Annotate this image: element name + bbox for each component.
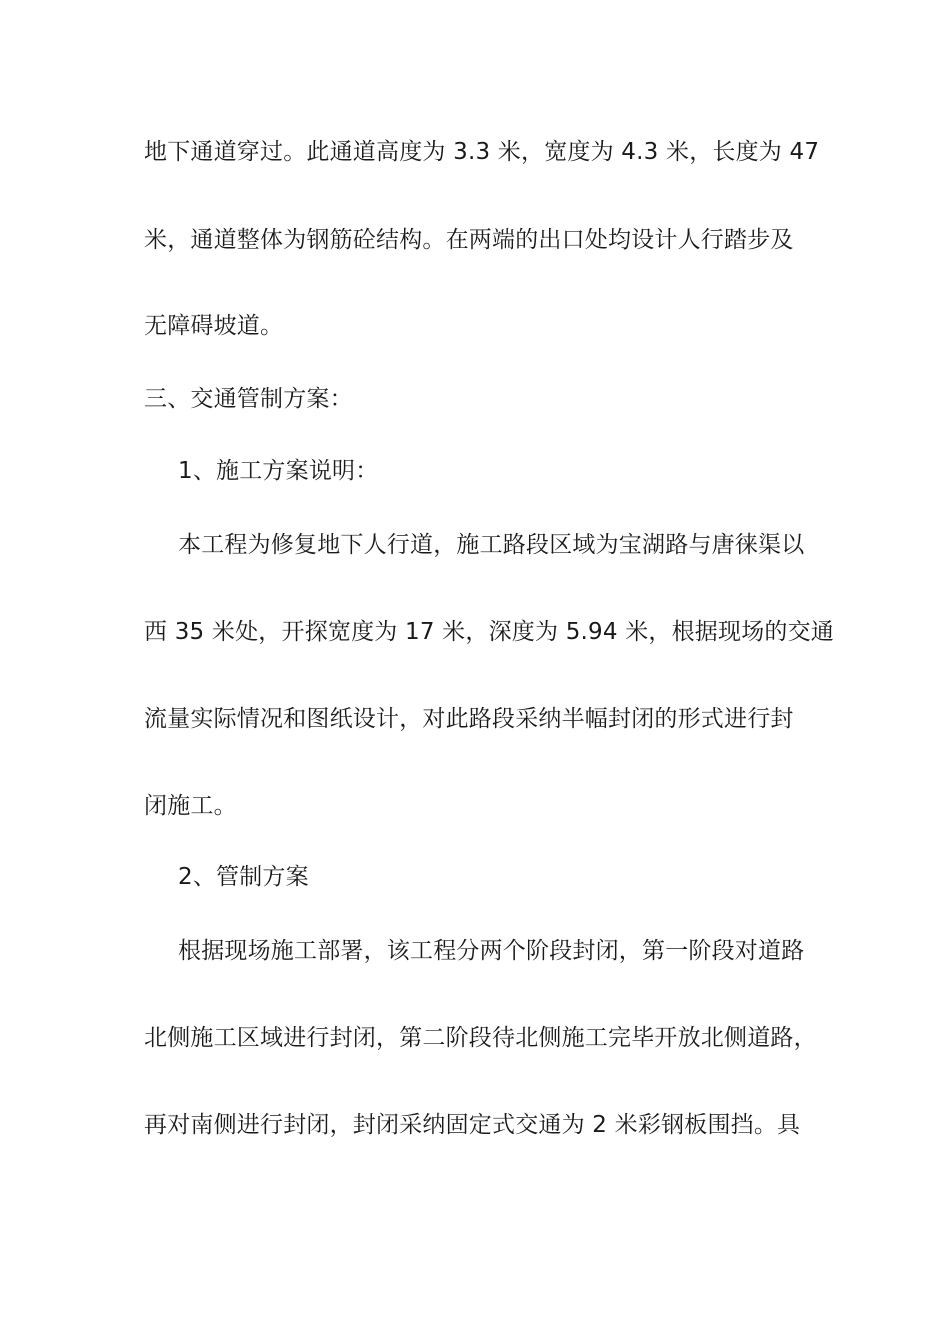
paragraph-line: 北侧施工区域进行封闭，第二阶段待北侧施工完毕开放北侧道路，: [144, 1025, 817, 1051]
paragraph-line: 流量实际情况和图纸设计，对此路段采纳半幅封闭的形式进行封: [144, 706, 794, 732]
paragraph-line: 米，通道整体为钢筋砼结构。在两端的出口处均设计人行踏步及: [144, 227, 794, 253]
subsection-heading: 2、管制方案: [178, 864, 309, 890]
subsection-heading: 1、施工方案说明：: [178, 458, 379, 484]
paragraph-line: 无障碍坡道。: [144, 313, 284, 339]
section-heading: 三、交通管制方案：: [144, 386, 353, 412]
paragraph-line: 地下通道穿过。此通道高度为 3.3 米，宽度为 4.3 米，长度为 47: [144, 139, 820, 165]
paragraph-line: 闭施工。: [144, 793, 237, 819]
paragraph-line: 再对南侧进行封闭，封闭采纳固定式交通为 2 米彩钢板围挡。具: [144, 1112, 801, 1138]
paragraph-line: 本工程为修复地下人行道，施工路段区域为宝湖路与唐徕渠以: [178, 532, 805, 558]
paragraph-line: 西 35 米处，开探宽度为 17 米，深度为 5.94 米，根据现场的交通: [144, 619, 835, 645]
paragraph-line: 根据现场施工部署，该工程分两个阶段封闭，第一阶段对道路: [178, 938, 805, 964]
